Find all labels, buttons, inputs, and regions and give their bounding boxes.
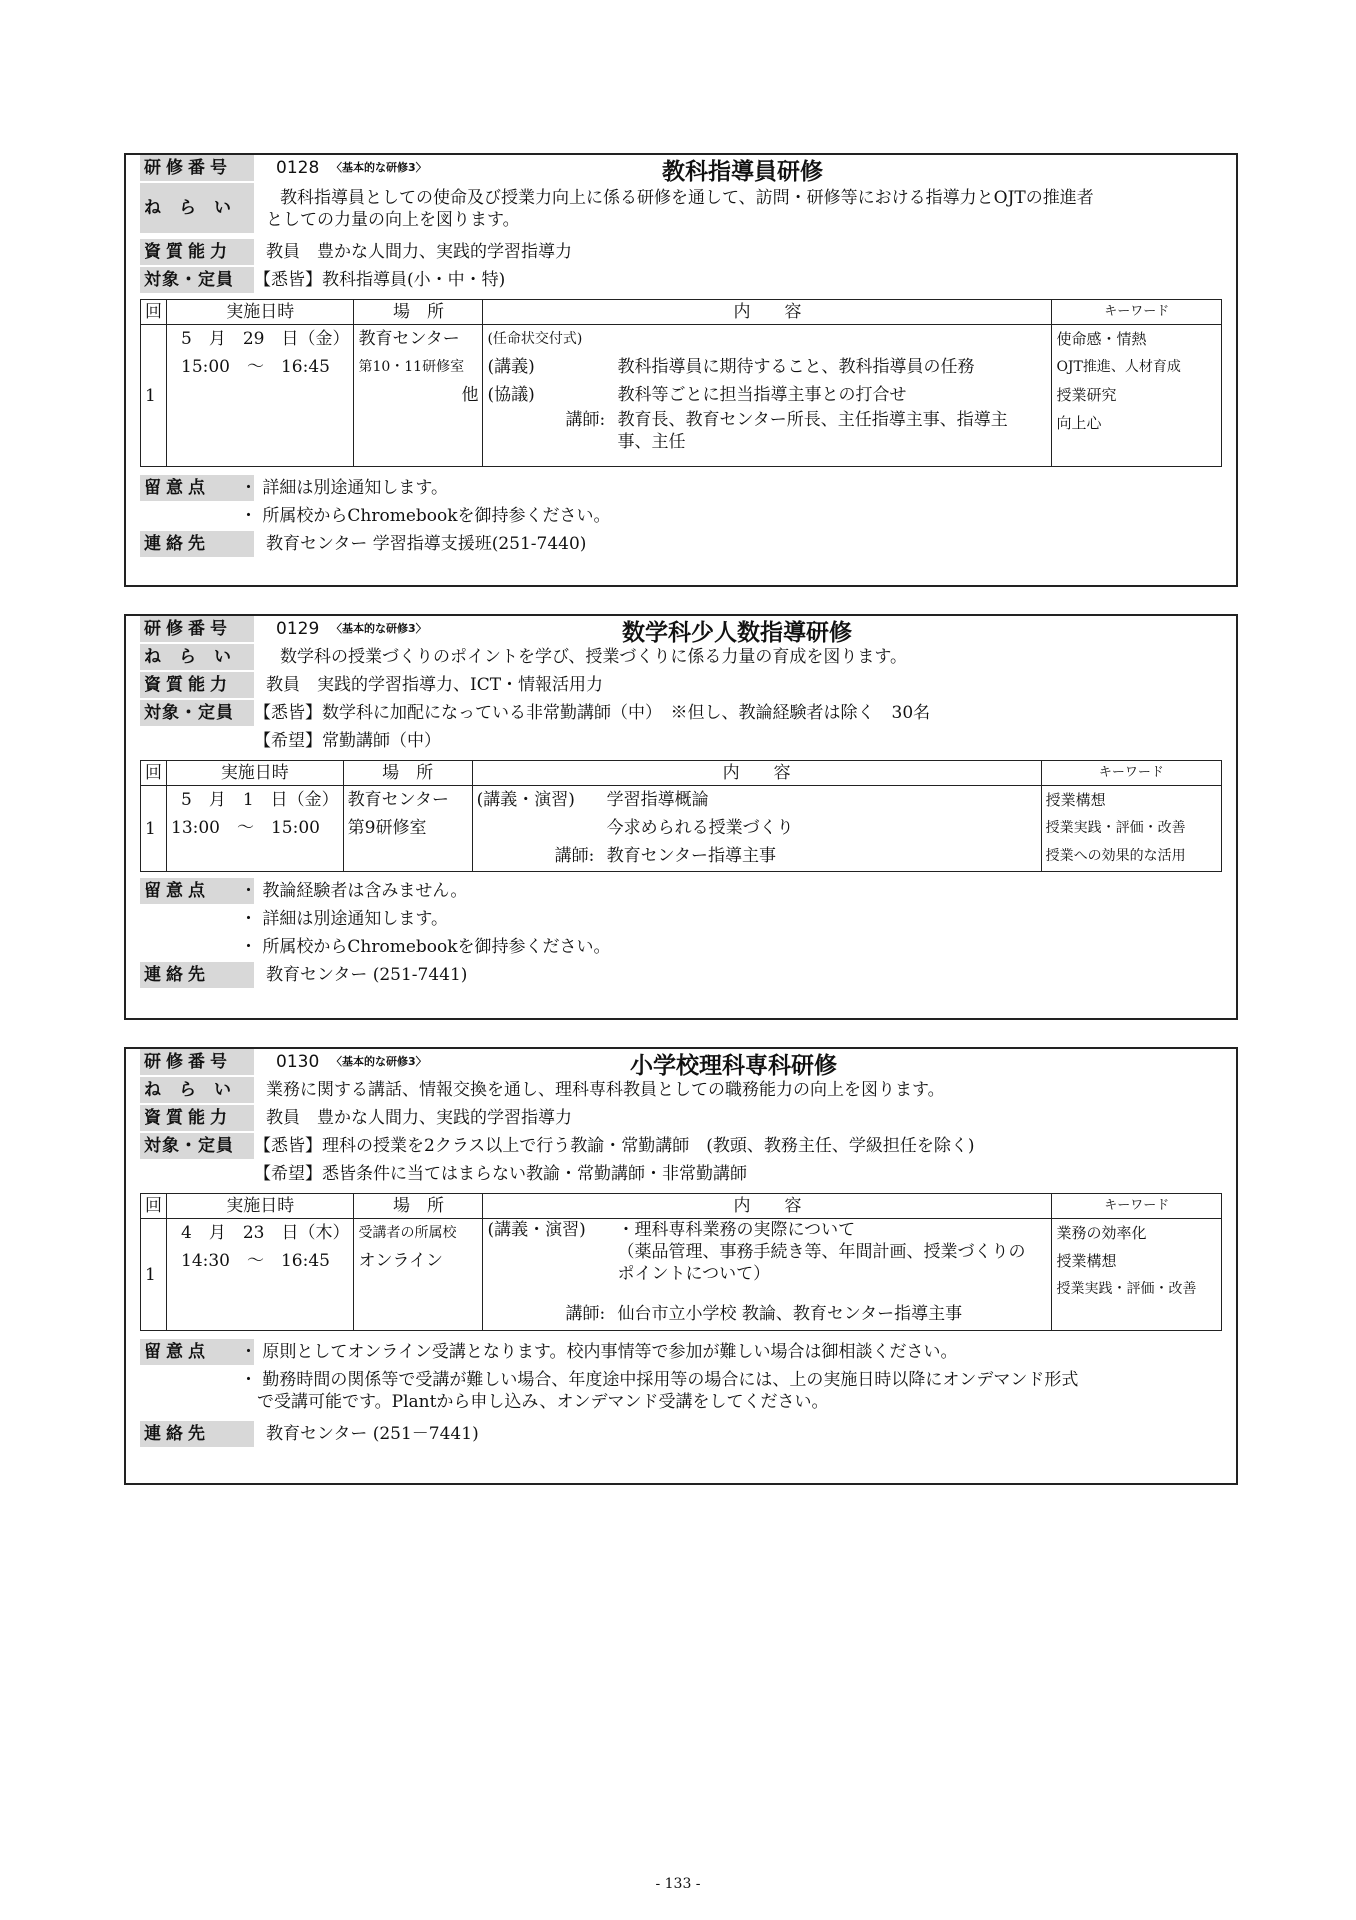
date-line-1: 4 月 23 日（木） bbox=[181, 1223, 350, 1243]
number-label: 研修番号 bbox=[140, 616, 254, 642]
aim-text-line-2: としての力量の向上を図ります。 bbox=[266, 210, 520, 230]
col-place: 場 所 bbox=[354, 300, 483, 325]
aim-text-line-1: 教科指導員としての使命及び授業力向上に係る研修を通して、訪問・研修等における指導力とOJTの推進者 bbox=[280, 188, 1094, 208]
content-text-0: 学習指導概論 bbox=[606, 790, 709, 810]
target-text: 【悉皆】理科の授業を2クラス以上で行う教諭・常勤講師 (教頭、教務主任、学級担任を除く) bbox=[254, 1136, 975, 1156]
content-type-0: (講義・演習) bbox=[487, 1220, 586, 1240]
keyword-item: OJT推進、人材育成 bbox=[1056, 359, 1181, 375]
keyword-item: 授業への効果的な活用 bbox=[1045, 848, 1186, 864]
place-line-1: 受講者の所属校 bbox=[358, 1225, 457, 1241]
aim-label: ねらい bbox=[140, 1077, 254, 1103]
times-cell: 1 bbox=[141, 786, 167, 872]
keyword-item: 授業研究 bbox=[1056, 386, 1117, 404]
course-title: 数学科少人数指導研修 bbox=[622, 620, 852, 646]
number-label: 研修番号 bbox=[140, 155, 254, 181]
course-title: 教科指導員研修 bbox=[662, 159, 823, 185]
col-place: 場 所 bbox=[343, 761, 472, 786]
course-number: 0128 bbox=[276, 158, 320, 178]
note-item: ・ 原則としてオンライン受講となります。校内事情等で参加が難しい場合は御相談ください。 bbox=[240, 1342, 958, 1362]
place-line-2: 第10・11研修室 bbox=[358, 359, 465, 375]
aim-label: ねらい bbox=[140, 644, 254, 670]
col-times: 回 bbox=[141, 1194, 167, 1219]
keyword-item: 授業構想 bbox=[1045, 791, 1106, 809]
place-line-2: オンライン bbox=[358, 1251, 443, 1271]
number-label: 研修番号 bbox=[140, 1049, 254, 1075]
ability-label: 資質能力 bbox=[140, 672, 254, 698]
content-type-0: (任命状交付式) bbox=[487, 331, 583, 347]
date-line-2: 15:00 ～ 16:45 bbox=[181, 357, 330, 377]
contact-text: 教育センター 学習指導支援班(251-7440) bbox=[266, 534, 587, 554]
course-card-0128 bbox=[124, 153, 1238, 587]
content-text-2: ポイントについて） bbox=[617, 1264, 771, 1284]
keyword-item: 授業実践・評価・改善 bbox=[1045, 820, 1186, 836]
date-line-2: 13:00 ～ 15:00 bbox=[171, 818, 320, 838]
place-line-2: 第9研修室 bbox=[347, 818, 427, 838]
note-item: ・ 詳細は別途通知します。 bbox=[240, 478, 449, 498]
schedule-table bbox=[140, 1193, 1222, 1331]
date-line-2: 14:30 ～ 16:45 bbox=[181, 1251, 330, 1271]
col-content: 内 容 bbox=[472, 761, 1041, 786]
contact-text: 教育センター (251－7441) bbox=[266, 1424, 479, 1444]
lecturer-line-2: 事、主任 bbox=[617, 432, 686, 452]
ability-text: 教員 豊かな人間力、実践的学習指導力 bbox=[266, 1108, 572, 1128]
col-date: 実施日時 bbox=[167, 1194, 354, 1219]
lecturer-line-1: 教育長、教育センター所長、主任指導主事、指導主 bbox=[617, 410, 1008, 430]
content-type-2: (協議) bbox=[487, 385, 535, 405]
date-line-1: 5 月 1 日（金） bbox=[181, 790, 339, 810]
contact-label: 連絡先 bbox=[140, 962, 254, 988]
note-item: ・ 勤務時間の関係等で受講が難しい場合、年度途中採用等の場合には、上の実施日時以降にオンデマンド形式 bbox=[240, 1370, 1079, 1390]
col-date: 実施日時 bbox=[167, 761, 344, 786]
target-label: 対象・定員 bbox=[140, 1133, 254, 1159]
course-title: 小学校理科専科研修 bbox=[630, 1053, 837, 1079]
aim-text-line-1: 数学科の授業づくりのポイントを学び、授業づくりに係る力量の育成を図ります。 bbox=[280, 647, 907, 667]
course-tag: 〈基本的な研修3〉 bbox=[331, 161, 427, 174]
course-card-0129 bbox=[124, 614, 1238, 1020]
lecturer-line-1: 仙台市立小学校 教論、教育センター指導主事 bbox=[617, 1304, 963, 1324]
keyword-item: 業務の効率化 bbox=[1056, 1224, 1147, 1242]
notes-label: 留意点 bbox=[140, 475, 254, 501]
col-times: 回 bbox=[141, 300, 167, 325]
col-content: 内 容 bbox=[483, 300, 1052, 325]
schedule-table bbox=[140, 299, 1222, 467]
date-line-1: 5 月 29 日（金） bbox=[181, 329, 350, 349]
keyword-item: 使命感・情熱 bbox=[1056, 330, 1147, 348]
col-place: 場 所 bbox=[354, 1194, 483, 1219]
note-item: ・ 所属校からChromebookを御持参ください。 bbox=[240, 506, 611, 526]
content-text-1: （薬品管理、事務手続き等、年間計画、授業づくりの bbox=[617, 1242, 1026, 1262]
ability-label: 資質能力 bbox=[140, 1105, 254, 1131]
times-cell: 1 bbox=[141, 1219, 167, 1331]
course-tag: 〈基本的な研修3〉 bbox=[331, 1055, 427, 1068]
col-times: 回 bbox=[141, 761, 167, 786]
course-number: 0129 bbox=[276, 619, 320, 639]
lecturer-label: 講師: bbox=[565, 410, 606, 430]
course-card-0130 bbox=[124, 1047, 1238, 1485]
place-line-1: 教育センター bbox=[347, 790, 449, 810]
note-item: ・ 教論経験者は含みません。 bbox=[240, 881, 468, 901]
content-text-0: ・理科専科業務の実際について bbox=[617, 1220, 856, 1240]
content-text-1: 教科指導員に期待すること、教科指導員の任務 bbox=[617, 357, 975, 377]
lecturer-label: 講師: bbox=[565, 1304, 606, 1324]
contact-text: 教育センター (251-7441) bbox=[266, 965, 468, 985]
target-text: 【悉皆】数学科に加配になっている非常勤講師（中） ※但し、教論経験者は除く 30名 bbox=[254, 703, 931, 723]
target-text: 【悉皆】教科指導員(小・中・特) bbox=[254, 270, 506, 290]
col-keywords: キーワード bbox=[1052, 1194, 1222, 1219]
col-keywords: キーワード bbox=[1041, 761, 1221, 786]
note-item: ・ 詳細は別途通知します。 bbox=[240, 909, 449, 929]
course-tag: 〈基本的な研修3〉 bbox=[331, 622, 427, 635]
lecturer-line-1: 教育センター指導主事 bbox=[606, 846, 776, 866]
col-date: 実施日時 bbox=[167, 300, 354, 325]
aim-text-line-1: 業務に関する講話、情報交換を通し、理科専科教員としての職務能力の向上を図ります。 bbox=[266, 1080, 945, 1100]
place-line-1: 教育センター bbox=[358, 329, 460, 349]
ability-text: 教員 豊かな人間力、実践的学習指導力 bbox=[266, 242, 572, 262]
content-text-1: 今求められる授業づくり bbox=[606, 818, 794, 838]
lecturer-label: 講師: bbox=[554, 846, 595, 866]
content-type-1: (講義) bbox=[487, 357, 535, 377]
contact-label: 連絡先 bbox=[140, 531, 254, 557]
target-label: 対象・定員 bbox=[140, 700, 254, 726]
target-text-2: 【希望】悉皆条件に当てはまらない教諭・常勤講師・非常勤講師 bbox=[254, 1164, 747, 1184]
place-line-3: 他 bbox=[461, 385, 479, 405]
page-number: - 133 - bbox=[655, 1876, 701, 1892]
note-item: で受講可能です。Plantから申し込み、オンデマンド受講をしてください。 bbox=[240, 1392, 829, 1412]
col-keywords: キーワード bbox=[1052, 300, 1222, 325]
ability-text: 教員 実践的学習指導力、ICT・情報活用力 bbox=[266, 675, 604, 695]
ability-label: 資質能力 bbox=[140, 239, 254, 265]
content-text-2: 教科等ごとに担当指導主事との打合せ bbox=[617, 385, 907, 405]
course-number: 0130 bbox=[276, 1052, 320, 1072]
contact-label: 連絡先 bbox=[140, 1421, 254, 1447]
times-cell: 1 bbox=[141, 325, 167, 467]
keyword-item: 授業実践・評価・改善 bbox=[1056, 1281, 1197, 1297]
notes-label: 留意点 bbox=[140, 878, 254, 904]
content-type-0: (講義・演習) bbox=[476, 790, 575, 810]
keyword-item: 向上心 bbox=[1056, 414, 1102, 432]
target-label: 対象・定員 bbox=[140, 267, 254, 293]
col-content: 内 容 bbox=[483, 1194, 1052, 1219]
target-text-2: 【希望】常勤講師（中） bbox=[254, 731, 441, 751]
notes-label: 留意点 bbox=[140, 1339, 254, 1365]
schedule-table bbox=[140, 760, 1222, 872]
note-item: ・ 所属校からChromebookを御持参ください。 bbox=[240, 937, 611, 957]
aim-label: ねらい bbox=[140, 183, 254, 233]
keyword-item: 授業構想 bbox=[1056, 1252, 1117, 1270]
